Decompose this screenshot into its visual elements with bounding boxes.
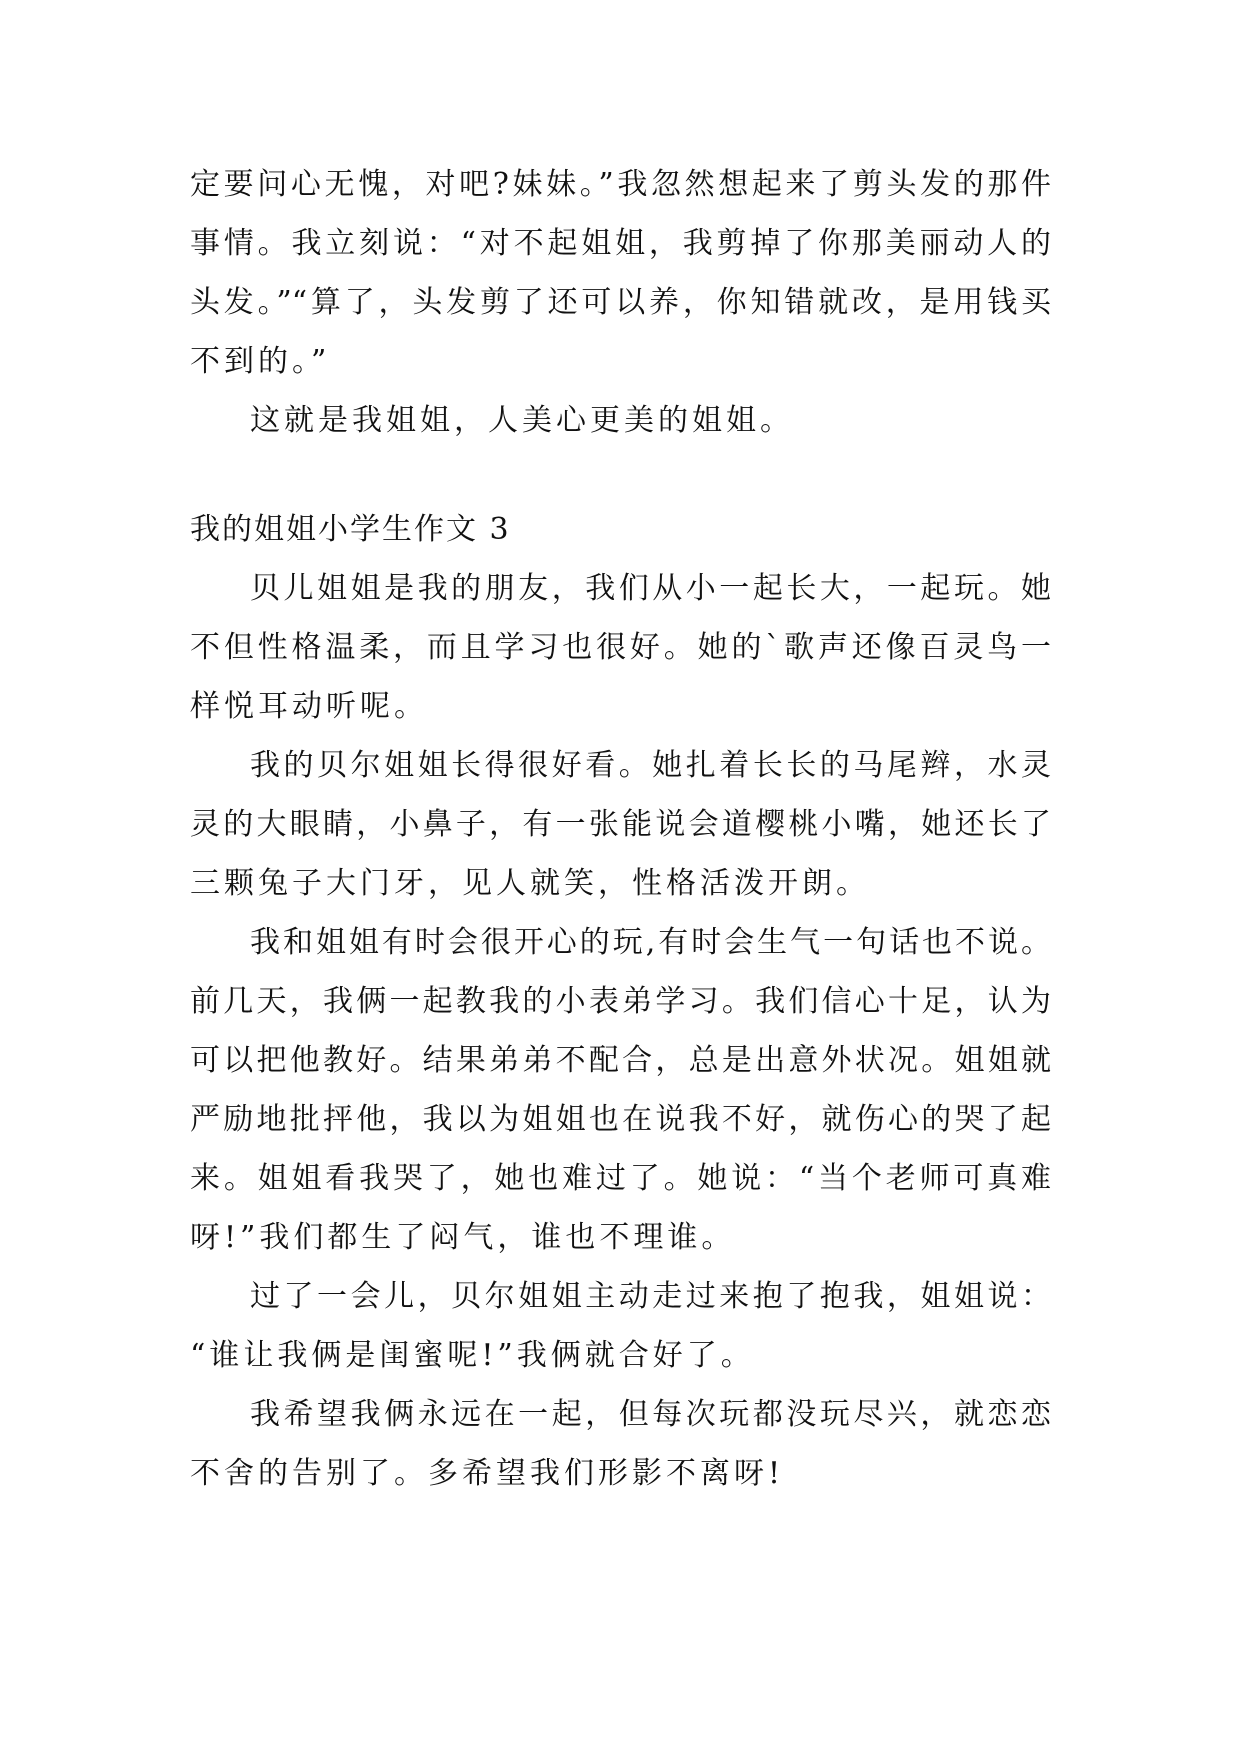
text-line: 不但性格温柔，而且学习也很好。她的`歌声还像百灵鸟一	[190, 630, 1051, 665]
section-gap	[190, 450, 1051, 500]
text-line: 这就是我姐姐，人美心更美的姐姐。	[250, 403, 794, 438]
paragraph-4	[190, 1267, 1051, 1385]
intro-paragraph	[190, 155, 1051, 391]
paragraph-1	[190, 559, 1051, 736]
text-line: 呀!”我们都生了闷气，谁也不理谁。	[190, 1220, 736, 1255]
text-line: 我希望我俩永远在一起，但每次玩都没玩尽兴，就恋恋	[250, 1397, 1051, 1432]
text-line: 样悦耳动听呢。	[190, 689, 428, 724]
text-line: “谁让我俩是闺蜜呢!”我俩就合好了。	[190, 1338, 755, 1373]
paragraph-2	[190, 736, 1051, 913]
text-line: 严励地批抨他，我以为姐姐也在说我不好，就伤心的哭了起	[190, 1102, 1051, 1137]
text-line: 来。姐姐看我哭了，她也难过了。她说：“当个老师可真难	[190, 1161, 1051, 1196]
text-line: 头发。”“算了，头发剪了还可以养，你知错就改，是用钱买	[190, 285, 1051, 320]
closing-paragraph	[190, 391, 1051, 450]
text-line: 可以把他教好。结果弟弟不配合，总是出意外状况。姐姐就	[190, 1043, 1051, 1078]
text-line: 三颗兔子大门牙，见人就笑，性格活泼开朗。	[190, 866, 870, 901]
document-page	[190, 155, 1051, 1503]
text-line: 我和姐姐有时会很开心的玩,有时会生气一句话也不说。	[250, 925, 1051, 960]
text-line: 事情。我立刻说：“对不起姐姐，我剪掉了你那美丽动人的	[190, 226, 1051, 261]
paragraph-3	[190, 913, 1051, 1267]
text-line: 定要问心无愧，对吧?妹妹。”我忽然想起来了剪头发的那件	[190, 167, 1051, 202]
text-line: 不舍的告别了。多希望我们形影不离呀!	[190, 1456, 785, 1491]
section-title: 我的姐姐小学生作文 3	[190, 512, 511, 547]
text-line: 灵的大眼睛，小鼻子，有一张能说会道樱桃小嘴，她还长了	[190, 807, 1051, 842]
text-line: 我的贝尔姐姐长得很好看。她扎着长长的马尾辫，水灵	[250, 748, 1051, 783]
text-line: 前几天，我俩一起教我的小表弟学习。我们信心十足，认为	[190, 984, 1051, 1019]
paragraph-5	[190, 1385, 1051, 1503]
text-line: 过了一会儿，贝尔姐姐主动走过来抱了抱我，姐姐说：	[250, 1279, 1051, 1314]
text-line: 不到的。”	[190, 344, 331, 379]
text-line: 贝儿姐姐是我的朋友，我们从小一起长大，一起玩。她	[250, 571, 1051, 606]
